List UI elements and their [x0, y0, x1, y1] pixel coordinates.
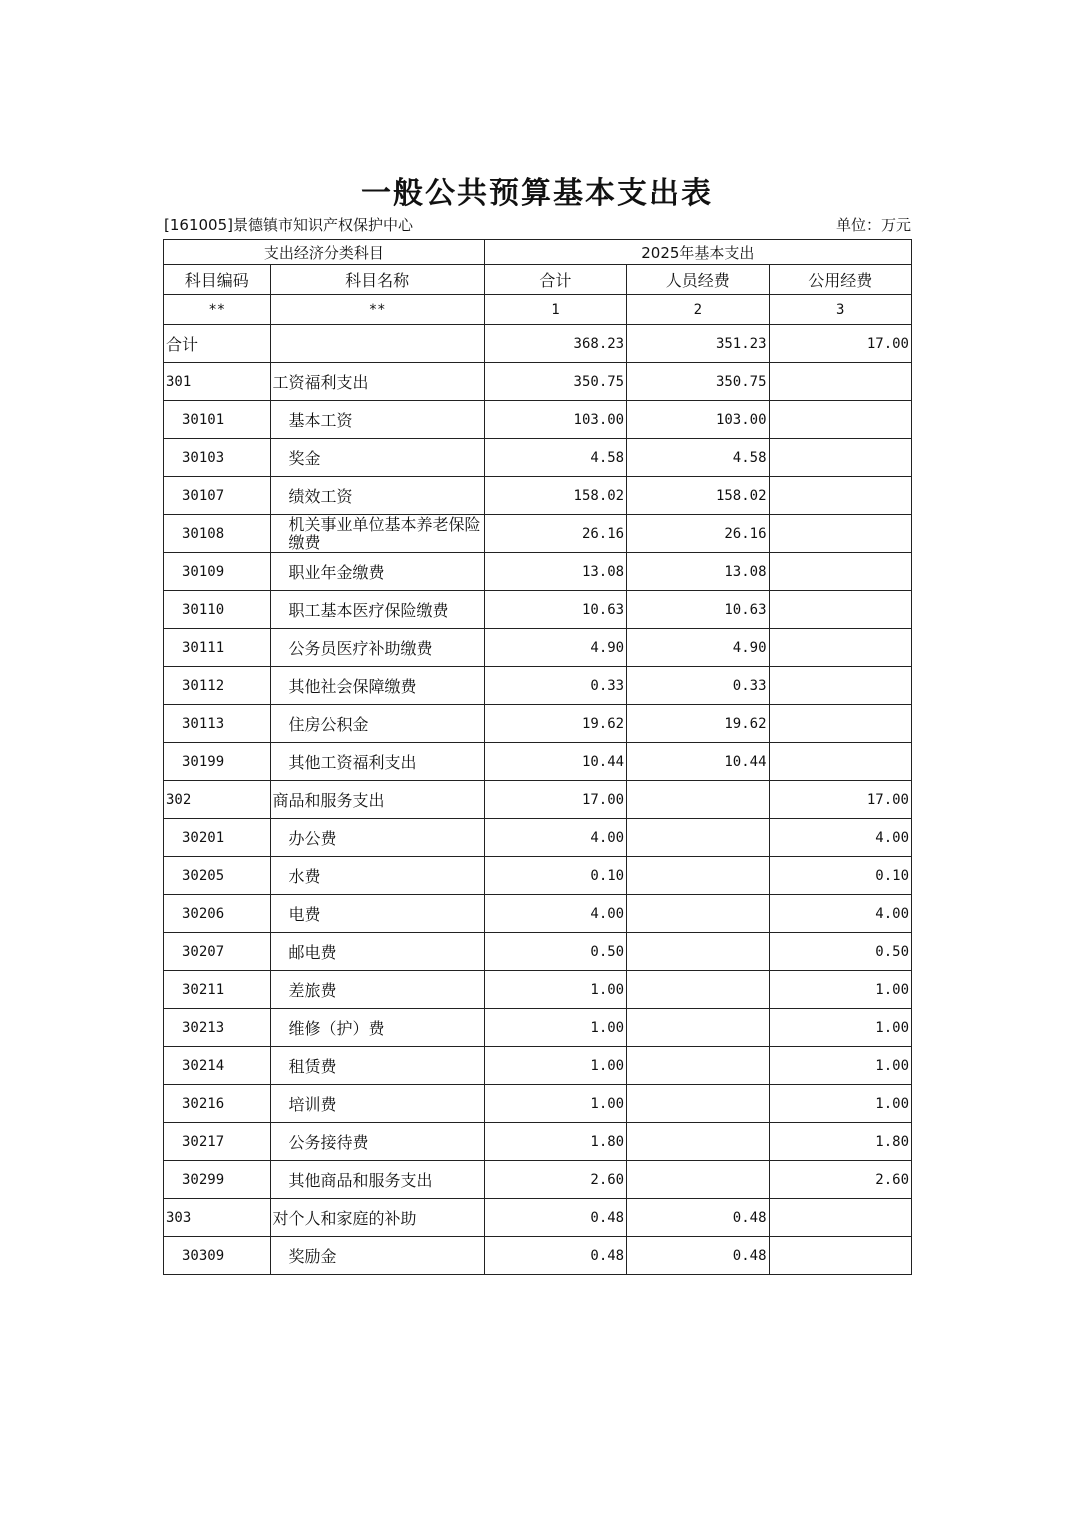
row-total: 1.00 [484, 1085, 626, 1123]
table-row [164, 857, 912, 895]
row-code: 30107 [164, 477, 271, 515]
row-public [769, 363, 911, 401]
row-personnel: 103.00 [627, 401, 769, 439]
row-name: 绩效工资 [270, 477, 484, 515]
row-code: 30111 [164, 629, 271, 667]
row-name: 商品和服务支出 [270, 781, 484, 819]
row-code: 303 [164, 1199, 271, 1237]
row-personnel [627, 781, 769, 819]
row-name: 其他商品和服务支出 [270, 1161, 484, 1199]
table-row [164, 933, 912, 971]
table-row [164, 515, 912, 553]
row-code: 30211 [164, 971, 271, 1009]
table-row [164, 1047, 912, 1085]
table-row [164, 553, 912, 591]
row-name: 对个人和家庭的补助 [270, 1199, 484, 1237]
index-personnel: 2 [627, 295, 769, 325]
unit-label: 单位：万元 [835, 216, 911, 234]
row-name: 公务员医疗补助缴费 [270, 629, 484, 667]
row-total: 0.48 [484, 1199, 626, 1237]
row-name: 职业年金缴费 [270, 553, 484, 591]
row-name: 机关事业单位基本养老保险缴费 [270, 515, 484, 553]
table-row [164, 477, 912, 515]
row-name: 工资福利支出 [270, 363, 484, 401]
table-row [164, 1237, 912, 1275]
row-total: 0.10 [484, 857, 626, 895]
row-name: 奖励金 [270, 1237, 484, 1275]
row-code: 301 [164, 363, 271, 401]
row-total: 4.00 [484, 895, 626, 933]
row-total: 1.00 [484, 1009, 626, 1047]
row-public [769, 439, 911, 477]
header-code: 科目编码 [164, 265, 271, 295]
row-code: 30205 [164, 857, 271, 895]
row-personnel: 10.44 [627, 743, 769, 781]
row-personnel [627, 1009, 769, 1047]
row-total: 13.08 [484, 553, 626, 591]
row-public [769, 553, 911, 591]
row-public: 17.00 [769, 781, 911, 819]
row-name: 水费 [270, 857, 484, 895]
row-code: 30101 [164, 401, 271, 439]
row-public: 1.00 [769, 971, 911, 1009]
row-personnel: 19.62 [627, 705, 769, 743]
table-row [164, 1009, 912, 1047]
row-public: 1.80 [769, 1123, 911, 1161]
row-total: 10.63 [484, 591, 626, 629]
row-name: 公务接待费 [270, 1123, 484, 1161]
row-personnel: 10.63 [627, 591, 769, 629]
index-public: 3 [769, 295, 911, 325]
table-row [164, 743, 912, 781]
index-name: ** [270, 295, 484, 325]
row-name: 职工基本医疗保险缴费 [270, 591, 484, 629]
table-row [164, 401, 912, 439]
table-row [164, 819, 912, 857]
row-code: 30216 [164, 1085, 271, 1123]
row-name: 维修（护）费 [270, 1009, 484, 1047]
table-row [164, 1199, 912, 1237]
row-code: 30299 [164, 1161, 271, 1199]
row-code: 30112 [164, 667, 271, 705]
total-name-empty [270, 325, 484, 363]
row-name: 差旅费 [270, 971, 484, 1009]
total-label: 合计 [164, 325, 271, 363]
row-personnel: 350.75 [627, 363, 769, 401]
row-total: 2.60 [484, 1161, 626, 1199]
row-personnel: 158.02 [627, 477, 769, 515]
row-total: 0.33 [484, 667, 626, 705]
row-name: 电费 [270, 895, 484, 933]
table-row [164, 629, 912, 667]
row-personnel [627, 1047, 769, 1085]
row-public: 1.00 [769, 1009, 911, 1047]
organization-label: [161005]景德镇市知识产权保护中心 [164, 216, 413, 234]
row-personnel [627, 857, 769, 895]
row-public [769, 705, 911, 743]
row-name: 其他工资福利支出 [270, 743, 484, 781]
row-public [769, 629, 911, 667]
header-column-row [164, 265, 912, 295]
row-public [769, 477, 911, 515]
index-total: 1 [484, 295, 626, 325]
table-row [164, 1085, 912, 1123]
table-row [164, 895, 912, 933]
row-code: 30207 [164, 933, 271, 971]
row-code: 30113 [164, 705, 271, 743]
row-total: 158.02 [484, 477, 626, 515]
index-code: ** [164, 295, 271, 325]
row-code: 30206 [164, 895, 271, 933]
row-code: 302 [164, 781, 271, 819]
row-code: 30199 [164, 743, 271, 781]
row-public [769, 1237, 911, 1275]
row-code: 30108 [164, 515, 271, 553]
row-public [769, 743, 911, 781]
row-name: 租赁费 [270, 1047, 484, 1085]
table-row [164, 781, 912, 819]
row-name: 奖金 [270, 439, 484, 477]
row-personnel [627, 895, 769, 933]
row-name: 邮电费 [270, 933, 484, 971]
row-public [769, 515, 911, 553]
row-personnel [627, 1123, 769, 1161]
header-group-classification: 支出经济分类科目 [164, 240, 485, 265]
row-total: 350.75 [484, 363, 626, 401]
row-personnel [627, 971, 769, 1009]
total-sum: 368.23 [484, 325, 626, 363]
row-personnel: 4.58 [627, 439, 769, 477]
row-total: 103.00 [484, 401, 626, 439]
row-code: 30214 [164, 1047, 271, 1085]
row-total: 0.50 [484, 933, 626, 971]
row-code: 30109 [164, 553, 271, 591]
row-total: 4.00 [484, 819, 626, 857]
row-total: 26.16 [484, 515, 626, 553]
row-personnel: 4.90 [627, 629, 769, 667]
row-personnel [627, 1161, 769, 1199]
table-row [164, 591, 912, 629]
row-code: 30201 [164, 819, 271, 857]
header-group-basic-expenditure: 2025年基本支出 [484, 240, 911, 265]
table-row [164, 705, 912, 743]
table-row [164, 439, 912, 477]
header-name: 科目名称 [270, 265, 484, 295]
row-public [769, 591, 911, 629]
total-row [164, 325, 912, 363]
row-name: 办公费 [270, 819, 484, 857]
row-total: 1.00 [484, 971, 626, 1009]
row-public: 0.10 [769, 857, 911, 895]
header-total: 合计 [484, 265, 626, 295]
row-public [769, 1199, 911, 1237]
row-personnel [627, 933, 769, 971]
row-public: 4.00 [769, 895, 911, 933]
row-code: 30213 [164, 1009, 271, 1047]
row-total: 1.00 [484, 1047, 626, 1085]
table-row [164, 971, 912, 1009]
budget-table [163, 239, 912, 1275]
page-title: 一般公共预算基本支出表 [361, 176, 713, 211]
row-public [769, 667, 911, 705]
row-name: 其他社会保障缴费 [270, 667, 484, 705]
row-total: 0.48 [484, 1237, 626, 1275]
row-total: 19.62 [484, 705, 626, 743]
row-public: 1.00 [769, 1047, 911, 1085]
table-row [164, 1123, 912, 1161]
row-name: 培训费 [270, 1085, 484, 1123]
row-code: 30217 [164, 1123, 271, 1161]
row-personnel [627, 1085, 769, 1123]
row-name: 基本工资 [270, 401, 484, 439]
row-personnel: 0.33 [627, 667, 769, 705]
total-personnel: 351.23 [627, 325, 769, 363]
table-row [164, 1161, 912, 1199]
row-personnel: 0.48 [627, 1237, 769, 1275]
header-group-row [164, 240, 912, 265]
row-total: 4.58 [484, 439, 626, 477]
row-code: 30309 [164, 1237, 271, 1275]
row-personnel: 26.16 [627, 515, 769, 553]
row-code: 30103 [164, 439, 271, 477]
row-public [769, 401, 911, 439]
table-meta [164, 214, 911, 236]
row-total: 10.44 [484, 743, 626, 781]
total-public: 17.00 [769, 325, 911, 363]
row-total: 4.90 [484, 629, 626, 667]
row-personnel: 13.08 [627, 553, 769, 591]
header-personnel: 人员经费 [627, 265, 769, 295]
header-public: 公用经费 [769, 265, 911, 295]
row-total: 1.80 [484, 1123, 626, 1161]
row-public: 1.00 [769, 1085, 911, 1123]
table-row [164, 667, 912, 705]
row-total: 17.00 [484, 781, 626, 819]
row-personnel [627, 819, 769, 857]
row-public: 0.50 [769, 933, 911, 971]
row-public: 2.60 [769, 1161, 911, 1199]
row-name: 住房公积金 [270, 705, 484, 743]
row-public: 4.00 [769, 819, 911, 857]
table-row [164, 363, 912, 401]
row-personnel: 0.48 [627, 1199, 769, 1237]
header-index-row [164, 295, 912, 325]
row-code: 30110 [164, 591, 271, 629]
